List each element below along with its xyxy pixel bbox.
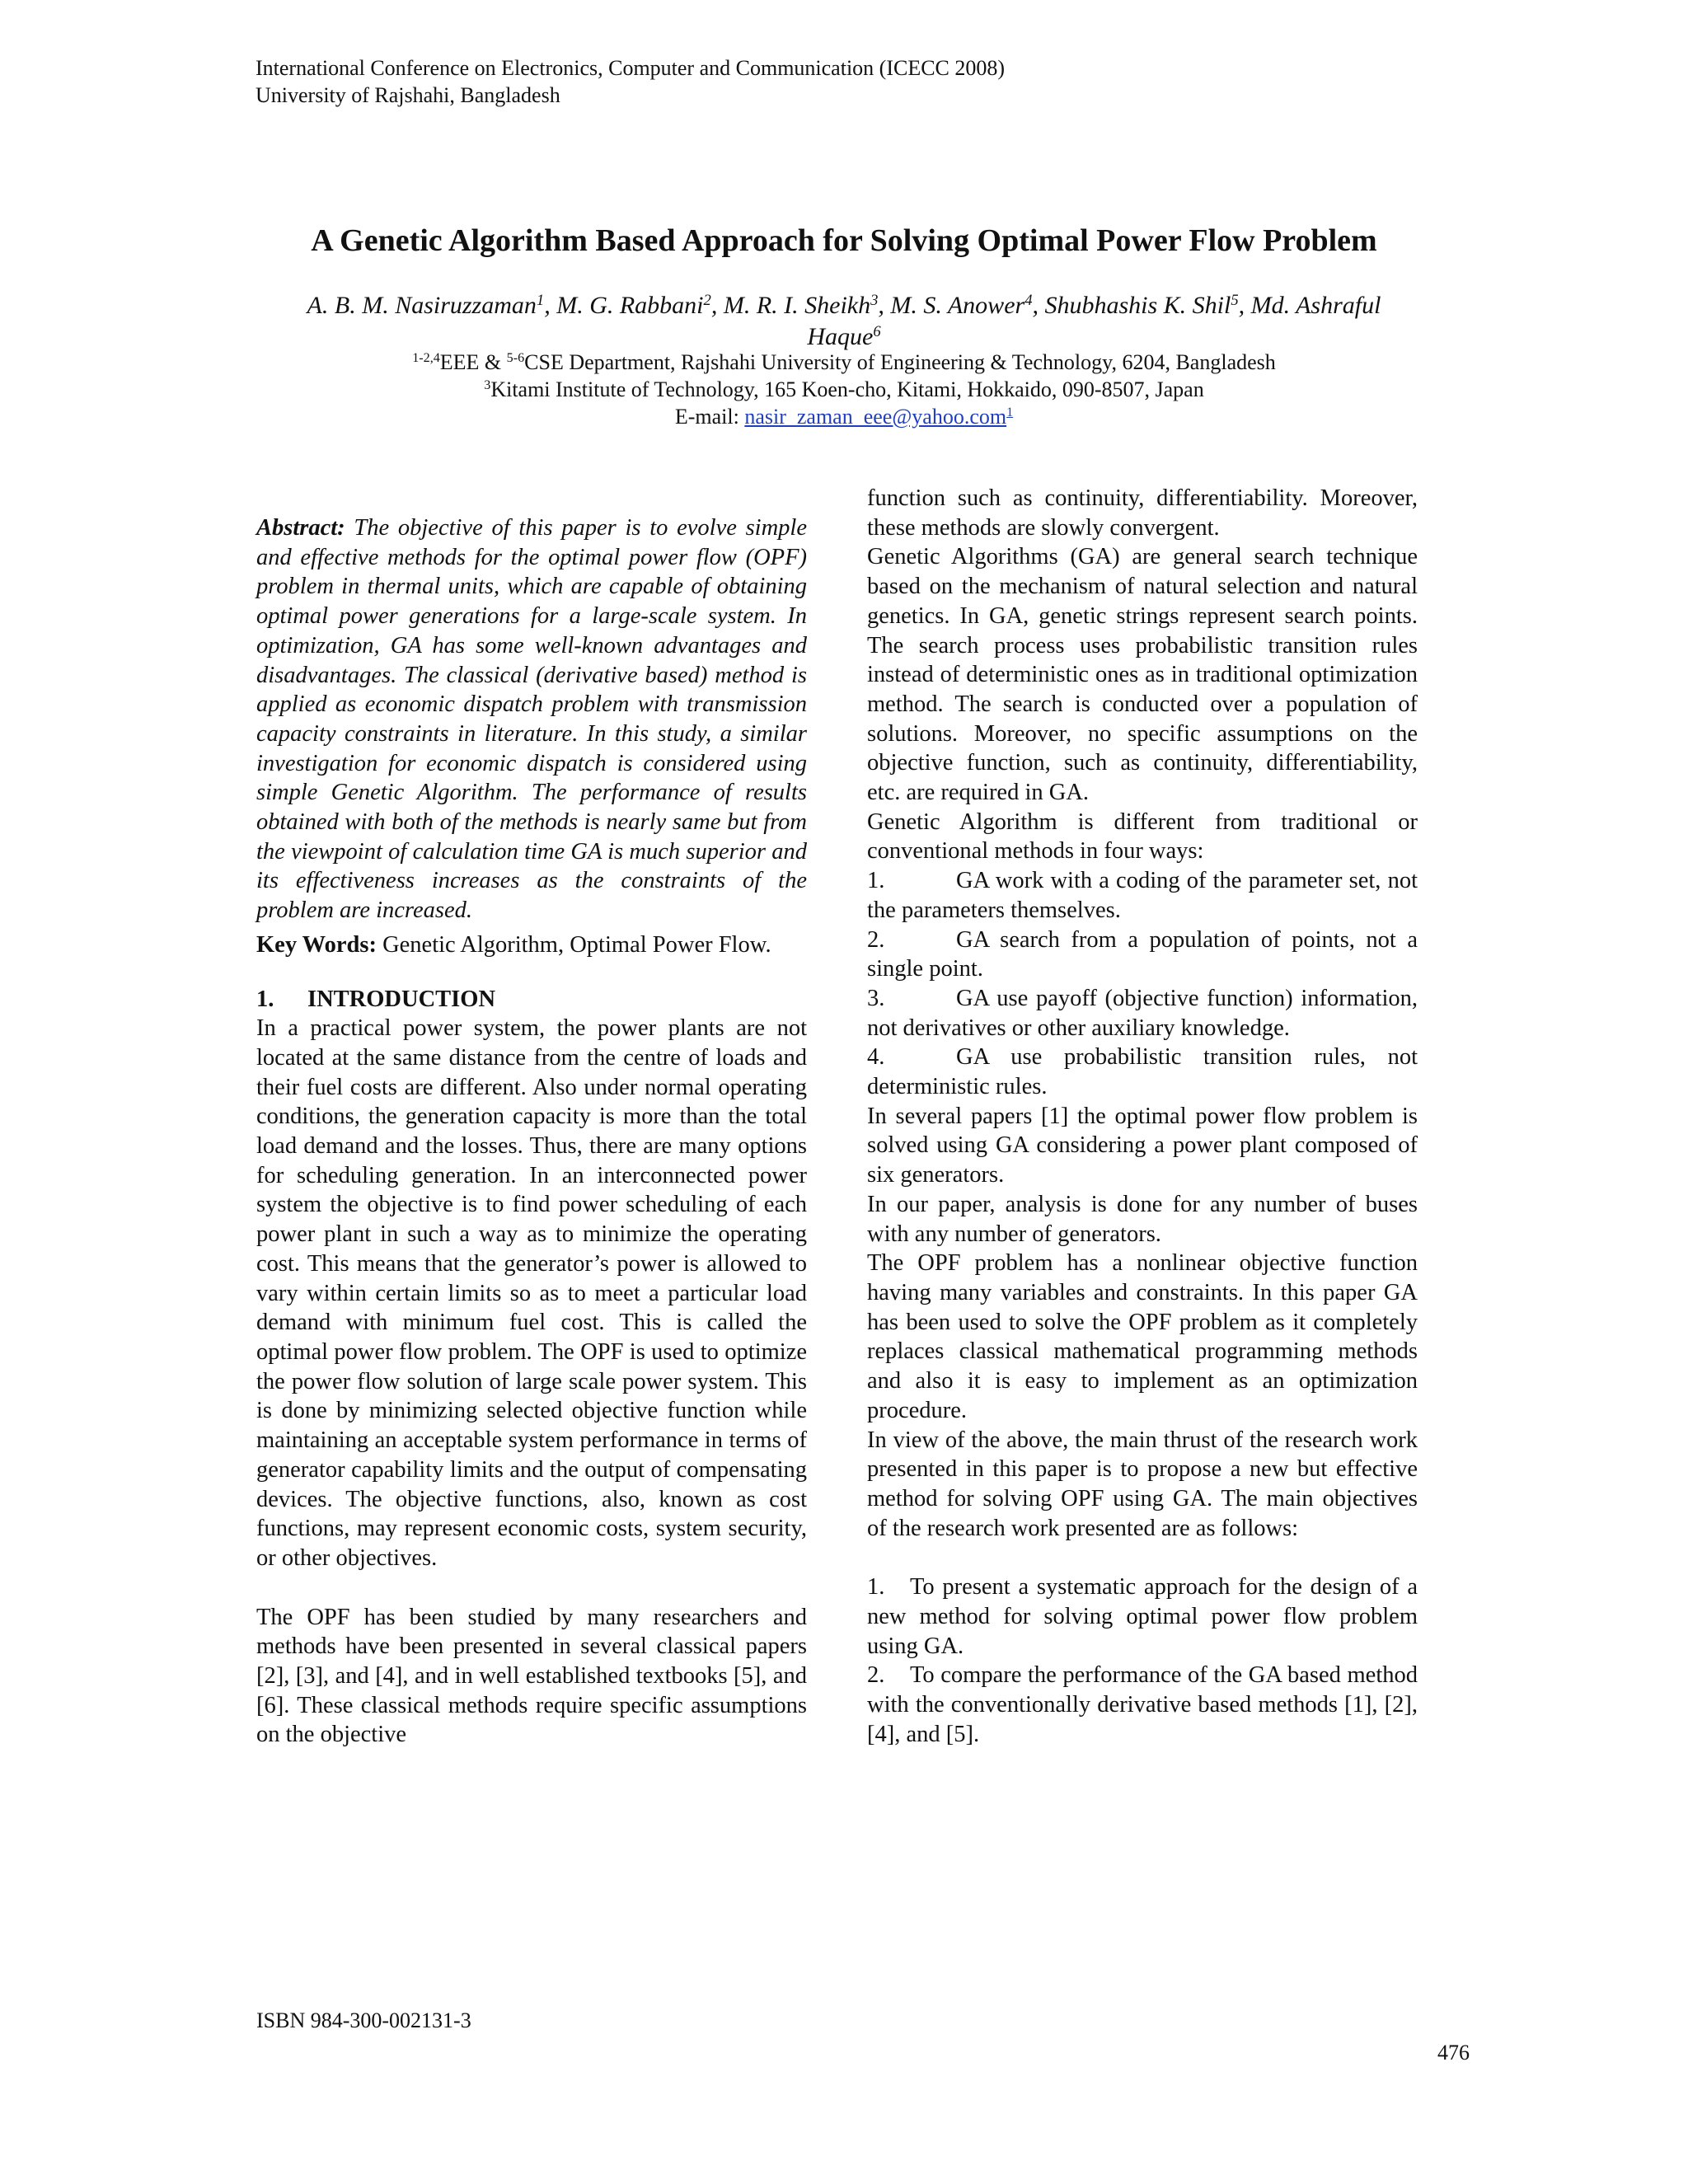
conference-header xyxy=(256,54,1005,109)
author-name: Md. Ashraful xyxy=(1250,292,1381,319)
conference-name: International Conference on Electronics, Computer and Communication (ICECC 2008) xyxy=(256,56,1006,80)
author-affiliation-marker: 1 xyxy=(536,291,545,309)
list-item xyxy=(867,926,1418,984)
objective-item xyxy=(867,1572,1418,1661)
author-affiliation-marker: 6 xyxy=(873,322,881,340)
email-label: E-mail: xyxy=(674,405,745,429)
affiliations xyxy=(0,349,1688,430)
author-name: Shubhashis K. Shil xyxy=(1044,292,1231,319)
section-number: 1. xyxy=(256,986,274,1012)
objective-number: 2. xyxy=(867,1662,885,1689)
affiliation-line xyxy=(0,349,1688,376)
affiliation-marker: 3 xyxy=(484,378,491,393)
section-title: INTRODUCTION xyxy=(307,986,496,1012)
abstract-label: Abstract: xyxy=(256,515,345,541)
list-number: 2. xyxy=(867,926,885,953)
author-affiliation-marker: 5 xyxy=(1231,291,1239,309)
body-paragraph: Genetic Algorithm is different from traditional or conventional methods in four ways: xyxy=(867,808,1418,865)
affiliation-marker: 1-2,4 xyxy=(412,351,440,366)
intro-paragraph: The OPF has been studied by many researchers and methods have been presented in several classical papers [2], [3], and [4], and in well established textbooks [5], and [6]. These classical methods require specific assumptions on the objective xyxy=(256,1604,807,1748)
list-text: GA search from a population of points, not a single point. xyxy=(867,926,1418,982)
author-name: M. S. Anower xyxy=(890,292,1025,319)
list-item xyxy=(867,866,1418,925)
email-link[interactable]: nasir_zaman_eee@yahoo.com xyxy=(744,405,1007,429)
objective-number: 1. xyxy=(867,1574,885,1601)
objective-text: To compare the performance of the GA based method with the conventionally derivative based methods [1], [2], [4], and [5]. xyxy=(867,1662,1418,1747)
abstract-text: The objective of this paper is to evolve simple and effective methods for the optimal power flow (OPF) problem in thermal units, which are capable of obtaining optimal power generations for a large-scale system. In optimization, GA has some well-known advantages and disadvantages. The classical (derivative based) method is applied as economic dispatch problem with transmission capacity constraints in literature. In this study, a similar investigation for economic dispatch is considered using simple Genetic Algorithm. The performance of results obtained with both of the methods is nearly same but from the viewpoint of calculation time GA is much superior and its effectiveness increases as the constraints of the problem are increased. xyxy=(256,515,808,924)
list-item xyxy=(867,984,1418,1043)
affiliation-text: EEE & xyxy=(439,350,507,374)
paper-title: A Genetic Algorithm Based Approach for Solving Optimal Power Flow Problem xyxy=(311,223,1377,258)
affiliation-marker: 5-6 xyxy=(506,351,525,366)
email-line xyxy=(0,403,1688,430)
list-number: 3. xyxy=(867,985,885,1011)
author-name: A. B. M. Nasiruzzaman xyxy=(307,292,537,319)
university-name: University of Rajshahi, Bangladesh xyxy=(256,83,560,107)
list-text: GA use payoff (objective function) information, not derivatives or other auxiliary knowledge. xyxy=(867,985,1418,1041)
body-paragraph: The OPF problem has a nonlinear objective function having many variables and constraints. In this paper GA has been used to solve the OPF problem as it completely replaces classical mathematical programming methods and also it is easy to implement as an optimization procedure. xyxy=(867,1250,1418,1423)
affiliation-text: CSE Department, Rajshahi University of Engineering & Technology, 6204, Bangladesh xyxy=(524,350,1276,374)
list-text: GA work with a coding of the parameter set, not the parameters themselves. xyxy=(867,868,1418,923)
abstract xyxy=(256,513,807,926)
list-item xyxy=(867,1043,1418,1101)
section-heading xyxy=(256,985,807,1015)
author-affiliation-marker: 3 xyxy=(870,291,879,309)
body-paragraph: Genetic Algorithms (GA) are general search technique based on the mechanism of natural selection and natural genetics. In GA, genetic strings represent search points. The search process uses probabilistic transition rules instead of deterministic ones as in traditional optimization method. The search is conducted over a population of solutions. Moreover, no specific assumptions on the objective function, such as continuity, differentiability, etc. are required in GA. xyxy=(867,544,1418,806)
body-paragraph: In our paper, analysis is done for any number of buses with any number of generators. xyxy=(867,1191,1418,1247)
list-number: 4. xyxy=(867,1044,885,1071)
body-paragraph: In several papers [1] the optimal power flow problem is solved using GA considering a power plant composed of six generators. xyxy=(867,1103,1418,1188)
keywords xyxy=(256,930,807,960)
body-paragraph: In view of the above, the main thrust of the research work presented in this paper is to propose a new but effective method for solving OPF using GA. The main objectives of the research work presented are as follows: xyxy=(867,1427,1418,1541)
list-text: GA use probabilistic transition rules, not deterministic rules. xyxy=(867,1044,1418,1100)
isbn: ISBN 984-300-002131-3 xyxy=(256,2008,471,2032)
intro-paragraph: In a practical power system, the power plants are not located at the same distance from the centre of loads and their fuel costs are different. Also under normal operating conditions, the generation capacity is more than the total load demand and the losses. Thus, there are many options for scheduling generation. In an interconnected power system the objective is to find power scheduling of each power plant in such a way as to minimize the operating cost. This means that the generator’s power is allowed to vary within certain limits so as to meet a particular load demand with minimum fuel cost. This is called the optimal power flow problem. The OPF is used to optimize the power flow solution of large scale power system. This is done by minimizing selected objective function while maintaining an acceptable system performance in terms of generator capability limits and the output of compensating devices. The objective functions, also, known as cost functions, may represent economic costs, system security, or other objectives. xyxy=(256,1015,807,1571)
affiliation-text: Kitami Institute of Technology, 165 Koen-cho, Kitami, Hokkaido, 090-8507, Japan xyxy=(490,377,1204,401)
right-column xyxy=(867,484,1418,1750)
author-affiliation-marker: 2 xyxy=(703,291,711,309)
objective-item xyxy=(867,1661,1418,1749)
left-column xyxy=(256,513,807,1750)
list-number: 1. xyxy=(867,868,885,894)
author-name: M. R. I. Sheikh xyxy=(723,292,871,319)
affiliation-line xyxy=(0,376,1688,403)
keywords-text: Genetic Algorithm, Optimal Power Flow. xyxy=(382,931,771,958)
author-list: A. B. M. Nasiruzzaman$^1$, M. G. Rabbani$^2$, M. R. I. Sheikh$^3$, M. S. Anower$^4$, Shubhashis K. Shil$^5$, Md. Ashraful Haque$^6$ xyxy=(307,291,1381,350)
page-number: 476 xyxy=(1437,2041,1470,2064)
author-name: Haque xyxy=(807,323,874,350)
keywords-label: Key Words: xyxy=(256,931,377,958)
body-paragraph: function such as continuity, differentiability. Moreover, these methods are slowly convergent. xyxy=(867,485,1418,541)
author-affiliation-marker: 4 xyxy=(1025,291,1033,309)
objective-text: To present a systematic approach for the design of a new method for solving optimal power flow problem using GA. xyxy=(867,1574,1418,1659)
author-name: M. G. Rabbani xyxy=(556,292,704,319)
email-marker: 1 xyxy=(1006,405,1014,420)
